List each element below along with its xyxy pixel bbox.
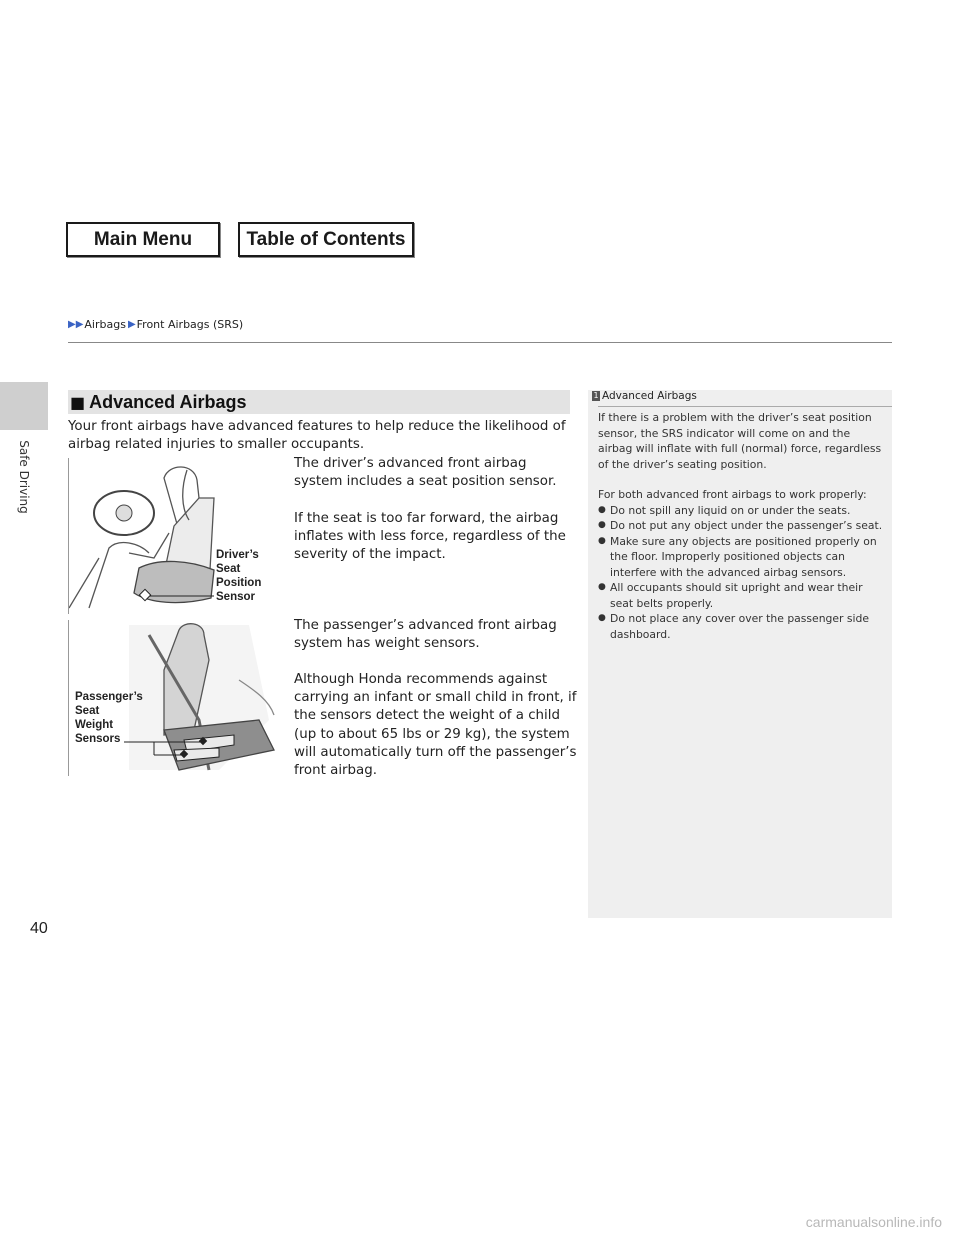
breadcrumb-arrow-icon: ▶▶ <box>68 319 84 330</box>
passenger-label-line: Sensors <box>75 733 121 745</box>
table-of-contents-button[interactable]: Table of Contents <box>238 222 414 257</box>
passenger-label-line: Weight <box>75 719 114 731</box>
passenger-label-line: Passenger’s <box>75 691 143 703</box>
page-number: 40 <box>30 920 48 937</box>
header-divider <box>68 342 892 343</box>
driver-sensor-label <box>216 548 261 604</box>
note-body <box>598 410 886 642</box>
passenger-sensor-label <box>75 690 143 746</box>
breadcrumb-airbags[interactable]: Airbags <box>84 318 126 331</box>
section-heading <box>68 390 570 414</box>
note-bullet: ● Do not spill any liquid on or under the seats. <box>598 503 886 519</box>
note-bullet: ● Do not put any object under the passenger’s seat. <box>598 518 886 534</box>
passenger-text-1: The passenger’s advanced front airbag system has weight sensors. <box>294 618 557 652</box>
note-number-icon: 1 <box>593 391 599 400</box>
side-tab-label: Safe Driving <box>17 440 31 514</box>
square-bullet-icon: ■ <box>70 392 86 412</box>
driver-text-1: The driver’s advanced front airbag system includes a seat position sensor. <box>294 456 557 490</box>
breadcrumb-front-airbags[interactable]: Front Airbags (SRS) <box>136 318 244 331</box>
driver-label-line: Seat <box>216 563 241 575</box>
driver-label-line: Driver’s <box>216 549 259 561</box>
note-divider <box>598 406 892 407</box>
main-menu-button[interactable]: Main Menu <box>66 222 220 257</box>
intro-paragraph: Your front airbags have advanced features to help reduce the likelihood of airbag related injuries to smaller occupants. <box>68 419 566 452</box>
note-bullet: ● Make sure any objects are positioned properly on the floor. Improperly positioned objects can interfere with the advanced airbag sensors. <box>598 534 886 581</box>
passenger-text-2: Although Honda recommends against carrying an infant or small child in front, if the sensors detect the weight of a child (up to about 65 lbs or 29 kg), the system will automatically turn off the passenger’s front airbag. <box>294 672 577 779</box>
breadcrumb <box>68 318 243 331</box>
note-title: Advanced Airbags <box>602 390 697 402</box>
note-heading <box>592 390 697 402</box>
passenger-label-line: Seat <box>75 705 100 717</box>
driver-label-line: Sensor <box>216 591 255 603</box>
watermark: carmanualsonline.info <box>805 1214 942 1230</box>
driver-label-line: Position <box>216 577 262 589</box>
side-tab-marker <box>0 382 48 430</box>
note-paragraph: If there is a problem with the driver’s seat position sensor, the SRS indicator will come on and the airbag will inflate with full (normal) force, regardless of the driver’s seating position. <box>598 411 882 471</box>
driver-text-2: If the seat is too far forward, the airbag inflates with less force, regardless of the severity of the impact. <box>294 511 566 563</box>
note-bullet: ● Do not place any cover over the passenger side dashboard. <box>598 611 886 642</box>
section-title: Advanced Airbags <box>89 391 247 412</box>
note-bullet: ● All occupants should sit upright and wear their seat belts properly. <box>598 580 886 611</box>
note-bullet-list <box>598 503 886 643</box>
note-paragraph: For both advanced front airbags to work properly: <box>598 488 867 501</box>
breadcrumb-arrow-icon: ▶ <box>127 319 136 330</box>
